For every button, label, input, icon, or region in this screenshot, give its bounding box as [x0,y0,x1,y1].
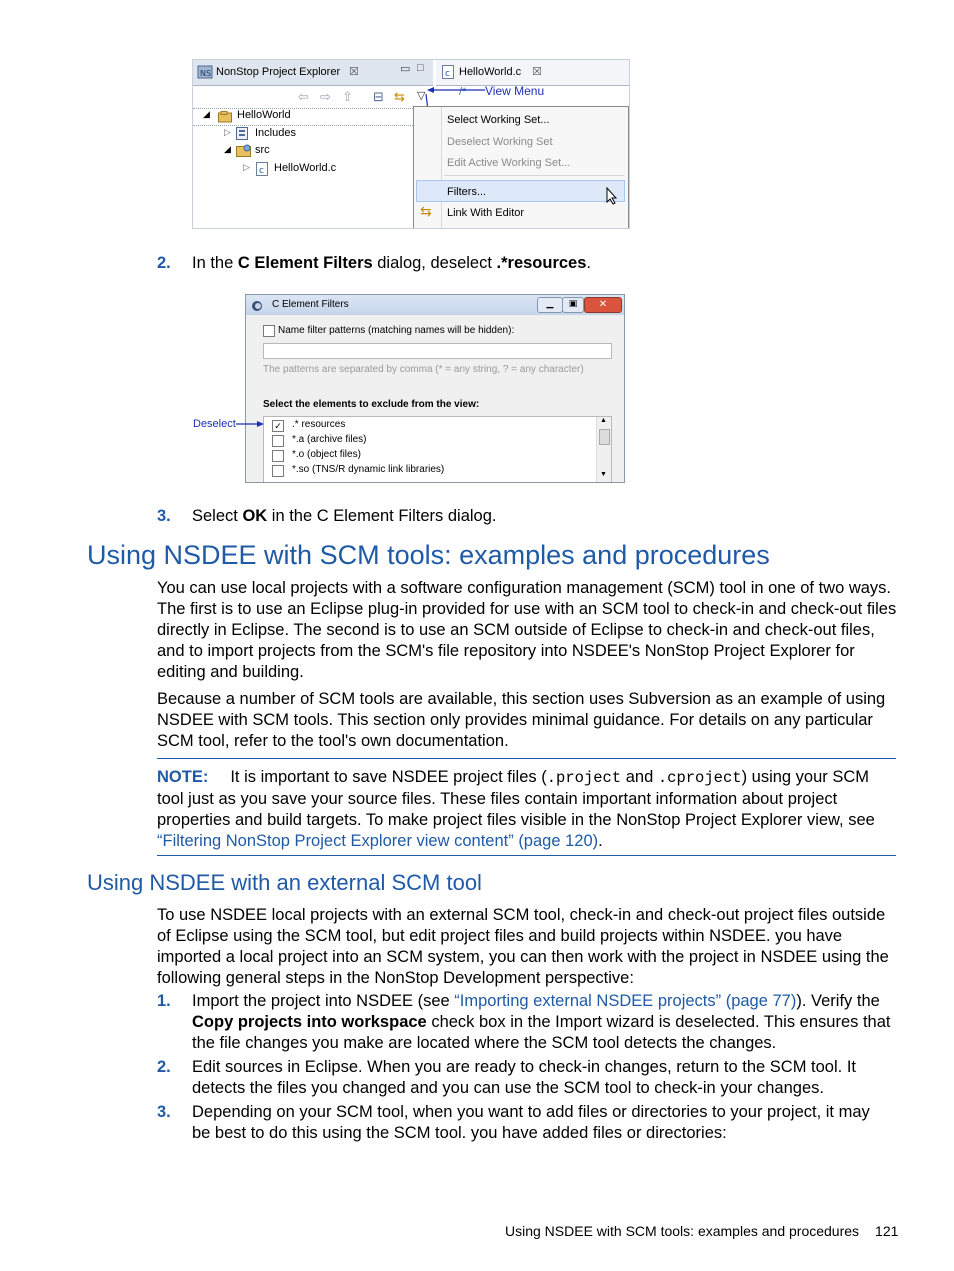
subsection-intro: To use NSDEE local projects with an external SCM tool, check-in and check-out project files outside of Eclipse using the SCM tool, but edit project files and build projects within NSDEE. you have imported a local project into an SCM system, you can then work with the project in NSDEE using the following general steps in the NonStop Development perspective: [157,906,889,987]
expanded-icon[interactable]: ◢ [203,109,210,119]
up-icon[interactable]: ⇧ [342,89,353,104]
tree-src[interactable]: src [255,144,270,156]
list-item-checkbox[interactable] [272,465,284,477]
sub-step-2-number: 2. [157,1058,171,1076]
step-2-number: 2. [157,254,171,272]
collapsed-icon[interactable]: ▷ [224,127,231,137]
name-filter-input[interactable] [263,343,612,359]
sub-step-1-text: Import the project into NSDEE (see “Importing external NSDEE projects” (page 77)). Verify the Copy projects into workspace check box in the Import wizard is deselected. This ensures that the file changes you make are located where the SCM tool detects the changes. [192,992,891,1052]
scrollbar[interactable] [596,417,611,483]
project-tree [193,108,413,228]
collapsed-icon[interactable]: ▷ [243,162,250,172]
sub-step-3-text: Depending on your SCM tool, when you want to add files or directories to your project, it may be best to do this using the SCM tool. you have added files or directories: [192,1103,870,1142]
exclude-list [263,416,612,483]
maximize-button[interactable]: ▣ [562,297,584,313]
view-menu-callout: View Menu [485,84,545,98]
scroll-up-icon[interactable]: ▲ [600,417,607,424]
tree-project[interactable]: HelloWorld [237,109,291,121]
scroll-down-icon[interactable]: ▼ [600,471,607,478]
step-3-number: 3. [157,507,171,525]
section-paragraph-1: You can use local projects with a software configuration management (SCM) tool in one of two ways. The first is to use an Eclipse plug-in provided for use with an SCM tool to check-in and check-out files directly in Eclipse. The second is to use an SCM outside of Eclipse to check-in and check-out files, and to import projects from the SCM's file repository into NSDEE's NonStop Project Explorer for editing and building. [157,579,897,681]
deselect-callout: Deselect [193,418,236,430]
minimize-button[interactable]: ▁ [537,297,563,313]
editor-tab-label: HelloWorld.c [459,66,522,78]
comment-mark: /* [459,86,467,98]
note-divider-bottom [157,855,896,856]
link-editor-icon[interactable]: ⇆ [394,89,405,104]
scroll-thumb[interactable] [599,429,610,445]
expanded-icon[interactable]: ◢ [224,144,231,154]
list-item[interactable]: *.so (TNS/R dynamic link libraries) [292,464,445,475]
collapse-all-icon[interactable]: ⊟ [373,89,384,104]
deselect-arrow [236,419,266,429]
step-3-text: Select OK in the C Element Filters dialog. [192,507,497,525]
list-item-checkbox[interactable] [272,450,284,462]
view-dropdown-menu [413,106,629,229]
includes-icon [236,127,250,140]
cursor-icon [606,187,618,205]
name-filter-checkbox[interactable] [263,325,275,337]
note-text: NOTE: It is important to save NSDEE project files (.project and .cproject) using your SCM tool just as you save your source files. These files contain important information about project properties and build targets. To make project files visible in the NonStop Project Explorer view, see “Filtering NonStop Project Explorer view content” (page 120). [157,768,875,850]
select-elements-label: Select the elements to exclude from the view: [263,399,480,410]
list-item-checkbox[interactable]: ✓ [272,420,284,432]
menu-item-link-with-editor[interactable]: Link With Editor [447,207,525,219]
pattern-hint: The patterns are separated by comma (* = any string, ? = any character) [263,364,584,375]
filtering-link[interactable]: “Filtering NonStop Project Explorer view content” (page 120) [157,832,599,850]
footer [505,1223,898,1239]
project-icon [218,110,232,122]
tree-file[interactable]: HelloWorld.c [274,162,337,174]
menu-item-edit-working-set[interactable]: Edit Active Working Set... [447,157,571,169]
sub-step-2-text: Edit sources in Eclipse. When you are ready to check-in changes, return to the SCM tool. It detects the files you changed and you can use the SCM tool to check-in your changes. [192,1058,856,1097]
list-item-checkbox[interactable] [272,435,284,447]
eclipse-icon [251,299,263,311]
svg-text:c: c [259,166,264,176]
link-editor-icon: ⇆ [420,203,432,219]
dialog-titlebar [246,295,624,315]
list-item[interactable]: *.o (object files) [292,449,361,460]
sub-step-1-number: 1. [157,992,171,1010]
section-paragraph-2: Because a number of SCM tools are available, this section uses Subversion as an example of using NSDEE with SCM tools. This section only provides minimal guidance. For details on any particular SCM tool, refer to the tool's own documentation. [157,690,886,750]
forward-icon[interactable]: ⇨ [320,89,331,104]
close-icon[interactable]: ☒ [532,66,542,78]
note-divider-top [157,758,896,759]
menu-item-deselect-working-set[interactable]: Deselect Working Set [447,136,553,148]
c-file-icon [256,162,268,176]
subsection-heading: Using NSDEE with an external SCM tool [87,870,482,895]
sub-step-3-number: 3. [157,1103,171,1121]
svg-text:NS: NS [200,69,212,78]
list-item[interactable]: .* resources [292,419,346,430]
page-number: 121 [875,1223,899,1239]
back-icon[interactable]: ⇦ [298,89,309,104]
name-filter-label: Name filter patterns (matching names will be hidden): [278,325,515,336]
c-element-filters-dialog [245,294,625,483]
explorer-screenshot [192,59,630,229]
maximize-icon[interactable]: □ [417,62,424,74]
dialog-title: C Element Filters [272,299,349,310]
minimize-icon[interactable]: ▭ [400,63,411,75]
tree-includes[interactable]: Includes [255,127,296,139]
view-menu-icon[interactable]: ▽ [417,90,426,102]
close-button[interactable]: ✕ [584,297,622,313]
menu-item-filters[interactable]: Filters... [447,186,487,198]
section-heading: Using NSDEE with SCM tools: examples and procedures [87,540,770,570]
close-icon[interactable]: ☒ [349,66,359,78]
explorer-tab-label: NonStop Project Explorer [216,66,341,78]
importing-link[interactable]: “Importing external NSDEE projects” (page 77) [454,992,797,1010]
list-item[interactable]: *.a (archive files) [292,434,367,445]
step-2-text: In the C Element Filters dialog, deselect .*resources. [192,254,591,272]
note-label: NOTE: [157,768,209,786]
folder-icon [236,144,252,157]
footer-title: Using NSDEE with SCM tools: examples and procedures [505,1223,860,1239]
svg-text:c: c [445,69,450,79]
menu-item-select-working-set[interactable]: Select Working Set... [447,114,550,126]
